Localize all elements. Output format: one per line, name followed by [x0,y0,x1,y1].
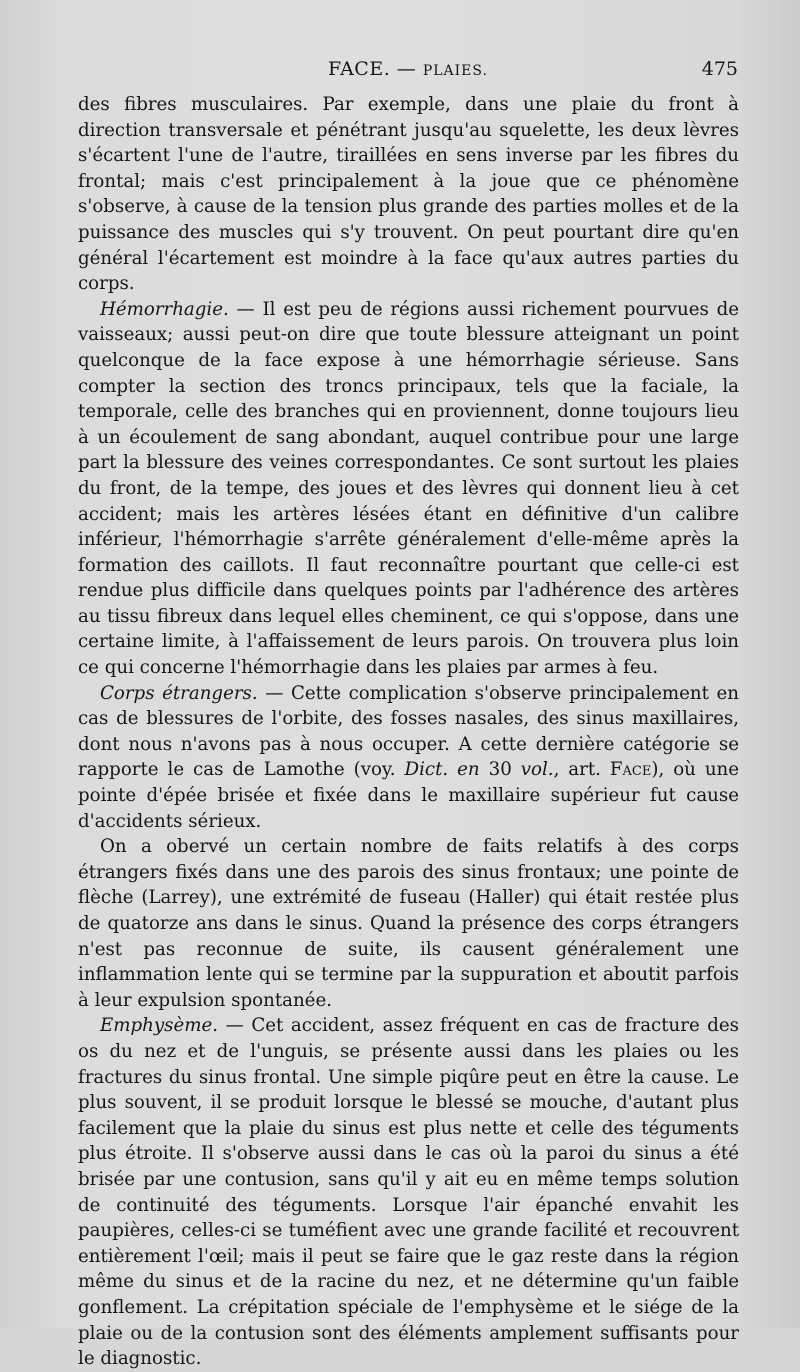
paragraph-emphyseme [78,1013,739,1371]
paragraph-text: — Il est peu de régions aussi richement pourvues de vaisseaux; aussi peut-on dire que toute blessure atteignant un point quelconque de la face expose à une hémorrhagie sérieuse. Sans compter la section des troncs principaux, tels que la faciale, la temporale, celle des branches qui en proviennent, donne toujours lieu à un écoulement de sang abondant, auquel contribue pour une large part la blessure des veines correspondantes. Ce sont surtout les plaies du front, de la tempe, des joues et des lèvres qui donnent lieu à cet accident; mais les artères lésées étant en définitive d'un calibre inférieur, l'hémorrhagie s'arrête généralement d'elle-même après la formation des caillots. Il faut reconnaître pourtant que celle-ci est rendue plus difficile dans quelques points par l'adhérence des artères au tissu fibreux dans lequel elles cheminent, ce qui s'oppose, dans une certaine limite, à l'affaissement de leurs parois. On trouvera plus loin ce qui concerne l'hémorrhagie dans les plaies par armes à feu. [78,298,739,679]
paragraph-hemorrhagie [78,297,739,681]
paragraph-text: On a obervé un certain nombre de faits relatifs à des corps étrangers fixés dans une des parois des sinus frontaux; une pointe de flèche (Larrey), une extrémité de fuseau (Haller) qui était restée plus de quatorze ans dans le sinus. Quand la présence des corps étrangers n'est pas reconnue de suite, ils causent généralement une inflammation lente qui se termine par la suppuration et aboutit parfois à leur expulsion spontanée. [78,836,739,1011]
citation-article: Face [609,759,652,781]
citation-vol: vol. [520,759,554,781]
paragraph-text: ), où une pointe d'épée brisée et fixée dans le maxillaire supérieur fut cause d'accidents sérieux. [78,759,740,832]
section-heading-emphyseme: Emphysème. [100,1015,219,1037]
running-header [78,58,738,86]
running-title [78,58,738,80]
paragraph-muscle-fibres [78,92,739,297]
paragraph-text: , art. [553,759,610,781]
running-title-main: FACE. — [328,58,423,80]
paragraph-foreign-bodies-sinus [78,834,739,1013]
paragraph-text: des fibres musculaires. Par exemple, dans une plaie du front à direction transversale et pénétrant jusqu'au squelette, les deux lèvres s'écartent l'une de l'autre, tiraillées en sens inverse par les fibres du frontal; mais c'est principalement à la joue que ce phénomène s'observe, à cause de la tension plus grande des parties molles et de la puissance des muscles qui s'y trouvent. On peut pourtant dire qu'en général l'écartement est moindre à la face qu'aux autres parties du corps. [78,94,739,295]
paragraph-corps-etrangers [78,681,739,835]
running-title-sub: PLAIES. [422,63,488,79]
citation-volume-number: 30 [479,759,521,781]
paragraph-text: — Cet accident, assez fréquent en cas de fracture des os du nez et de l'unguis, se présente aussi dans les plaies ou les fractures du sinus frontal. Une simple piqûre peut en être la cause. Le plus souvent, il se produit lorsque le blessé se mouche, d'autant plus facilement que la plaie du sinus est plus nette et celle des téguments plus étroite. Il s'observe aussi dans le cas où la paroi du sinus a été brisée par une contusion, sans qu'il y ait eu en même temps solution de continuité des téguments. Lorsque l'air épanché envahit les paupières, celles-ci se tuméfient avec une grande facilité et recouvrent entièrement l'œil; mais il peut se faire que le gaz reste dans la région même du sinus et de la racine du nez, et ne détermine qu'un faible gonflement. La crépitation spéciale de l'emphysème et le siége de la plaie ou de la contusion sont des éléments amplement suffisants pour le diagnostic. [78,1015,739,1370]
section-heading-hemorrhagie: Hémorrhagie. [100,298,229,320]
paragraph-text: — Cette complication s'observe principalement en cas de blessures de l'orbite, des fosses nasales, des sinus maxillaires, dont nous n'avons pas à nous occuper. A cette dernière catégorie se rapporte le cas de Lamothe (voy. [78,682,739,781]
body-text [78,92,739,1372]
section-heading-corps-etrangers: Corps étrangers. [100,682,258,704]
citation-dict: Dict. en [404,759,480,781]
page-number: 475 [701,58,738,80]
